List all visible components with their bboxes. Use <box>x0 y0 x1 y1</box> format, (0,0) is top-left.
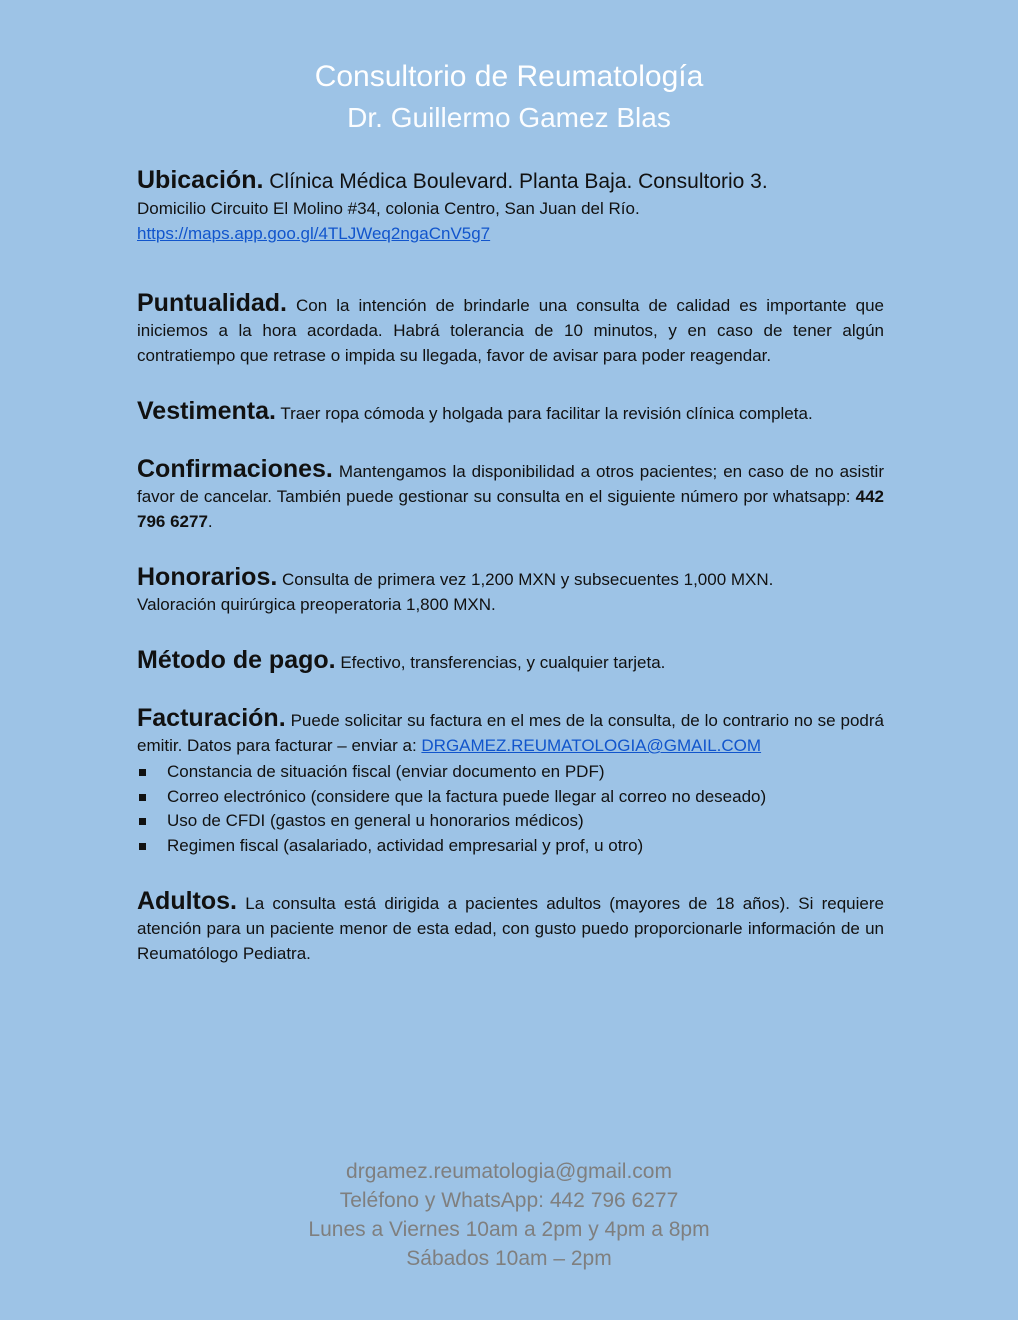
confirmaciones-heading: Confirmaciones. <box>137 455 333 483</box>
page-header <box>0 58 1018 136</box>
page-title: Consultorio de Reumatología <box>314 60 704 93</box>
billing-email-link[interactable]: DRGAMEZ.REUMATOLOGIA@GMAIL.COM <box>421 736 762 755</box>
ubicacion-address: Domicilio Circuito El Molino #34, colonia Centro, San Juan del Río. <box>137 199 640 218</box>
section-confirmaciones <box>137 457 884 534</box>
footer-phone: Teléfono y WhatsApp: 442 796 6277 <box>339 1189 679 1212</box>
footer-hours-saturday: Sábados 10am – 2pm <box>406 1247 612 1270</box>
metodo-pago-heading: Método de pago. <box>137 646 336 674</box>
list-item: Constancia de situación fiscal (enviar documento en PDF) <box>137 760 884 785</box>
adultos-text: La consulta está dirigida a pacientes adultos (mayores de 18 años). Si requiere atención para un paciente menor de esta edad, con gusto puedo proporcionarle información de un Reumatólogo Pediatra. <box>137 894 884 963</box>
main-content <box>137 168 884 966</box>
honorarios-heading: Honorarios. <box>137 563 278 591</box>
whatsapp-number: 442 796 6277 <box>137 487 884 531</box>
confirmaciones-end: . <box>207 512 213 531</box>
honorarios-line1: Consulta de primera vez 1,200 MXN y subsecuentes 1,000 MXN. <box>277 570 774 589</box>
bullet-square-icon <box>139 843 146 850</box>
ubicacion-lead: Clínica Médica Boulevard. Planta Baja. Consultorio 3. <box>263 170 768 193</box>
honorarios-line2: Valoración quirúrgica preoperatoria 1,800 MXN. <box>137 595 496 614</box>
section-honorarios <box>137 565 884 617</box>
list-item: Uso de CFDI (gastos en general u honorarios médicos) <box>137 809 884 834</box>
ubicacion-heading: Ubicación. <box>137 166 264 194</box>
billing-requirements-list <box>137 760 884 858</box>
vestimenta-heading: Vestimenta. <box>137 397 276 425</box>
section-ubicacion <box>137 168 884 246</box>
metodo-pago-text: Efectivo, transferencias, y cualquier tarjeta. <box>335 653 666 672</box>
section-facturacion <box>137 706 884 858</box>
footer-email: drgamez.reumatologia@gmail.com <box>346 1160 672 1183</box>
facturacion-heading: Facturación. <box>137 704 286 732</box>
confirmaciones-text: Mantengamos la disponibilidad a otros pacientes; en caso de no asistir favor de cancelar. También puede gestionar su consulta en el siguiente número por whatsapp: <box>137 462 884 506</box>
section-adultos <box>137 889 884 966</box>
bullet-square-icon <box>139 818 146 825</box>
section-metodo-pago <box>137 648 884 675</box>
section-vestimenta <box>137 399 884 426</box>
bullet-square-icon <box>139 769 146 776</box>
footer-hours-weekdays: Lunes a Viernes 10am a 2pm y 4pm a 8pm <box>308 1218 710 1241</box>
facturacion-text: Puede solicitar su factura en el mes de la consulta, de lo contrario no se podrá emitir. Datos para facturar – enviar a: <box>137 711 884 755</box>
puntualidad-text: Con la intención de brindarle una consulta de calidad es importante que iniciemos a la hora acordada. Habrá tolerancia de 10 minutos, y en caso de tener algún contratiempo que retrase o impida su llegada, favor de avisar para poder reagendar. <box>137 296 884 365</box>
map-link[interactable]: https://maps.app.goo.gl/4TLJWeq2ngaCnV5g7 <box>137 224 491 243</box>
page-footer <box>0 1157 1018 1273</box>
adultos-heading: Adultos. <box>137 887 237 915</box>
list-item: Regimen fiscal (asalariado, actividad empresarial y prof, u otro) <box>137 834 884 859</box>
puntualidad-heading: Puntualidad. <box>137 289 287 317</box>
doctor-name: Dr. Guillermo Gamez Blas <box>347 102 671 133</box>
vestimenta-text: Traer ropa cómoda y holgada para facilitar la revisión clínica completa. <box>275 404 813 423</box>
bullet-square-icon <box>139 794 146 801</box>
list-item: Correo electrónico (considere que la factura puede llegar al correo no deseado) <box>137 785 884 810</box>
section-puntualidad <box>137 291 884 368</box>
